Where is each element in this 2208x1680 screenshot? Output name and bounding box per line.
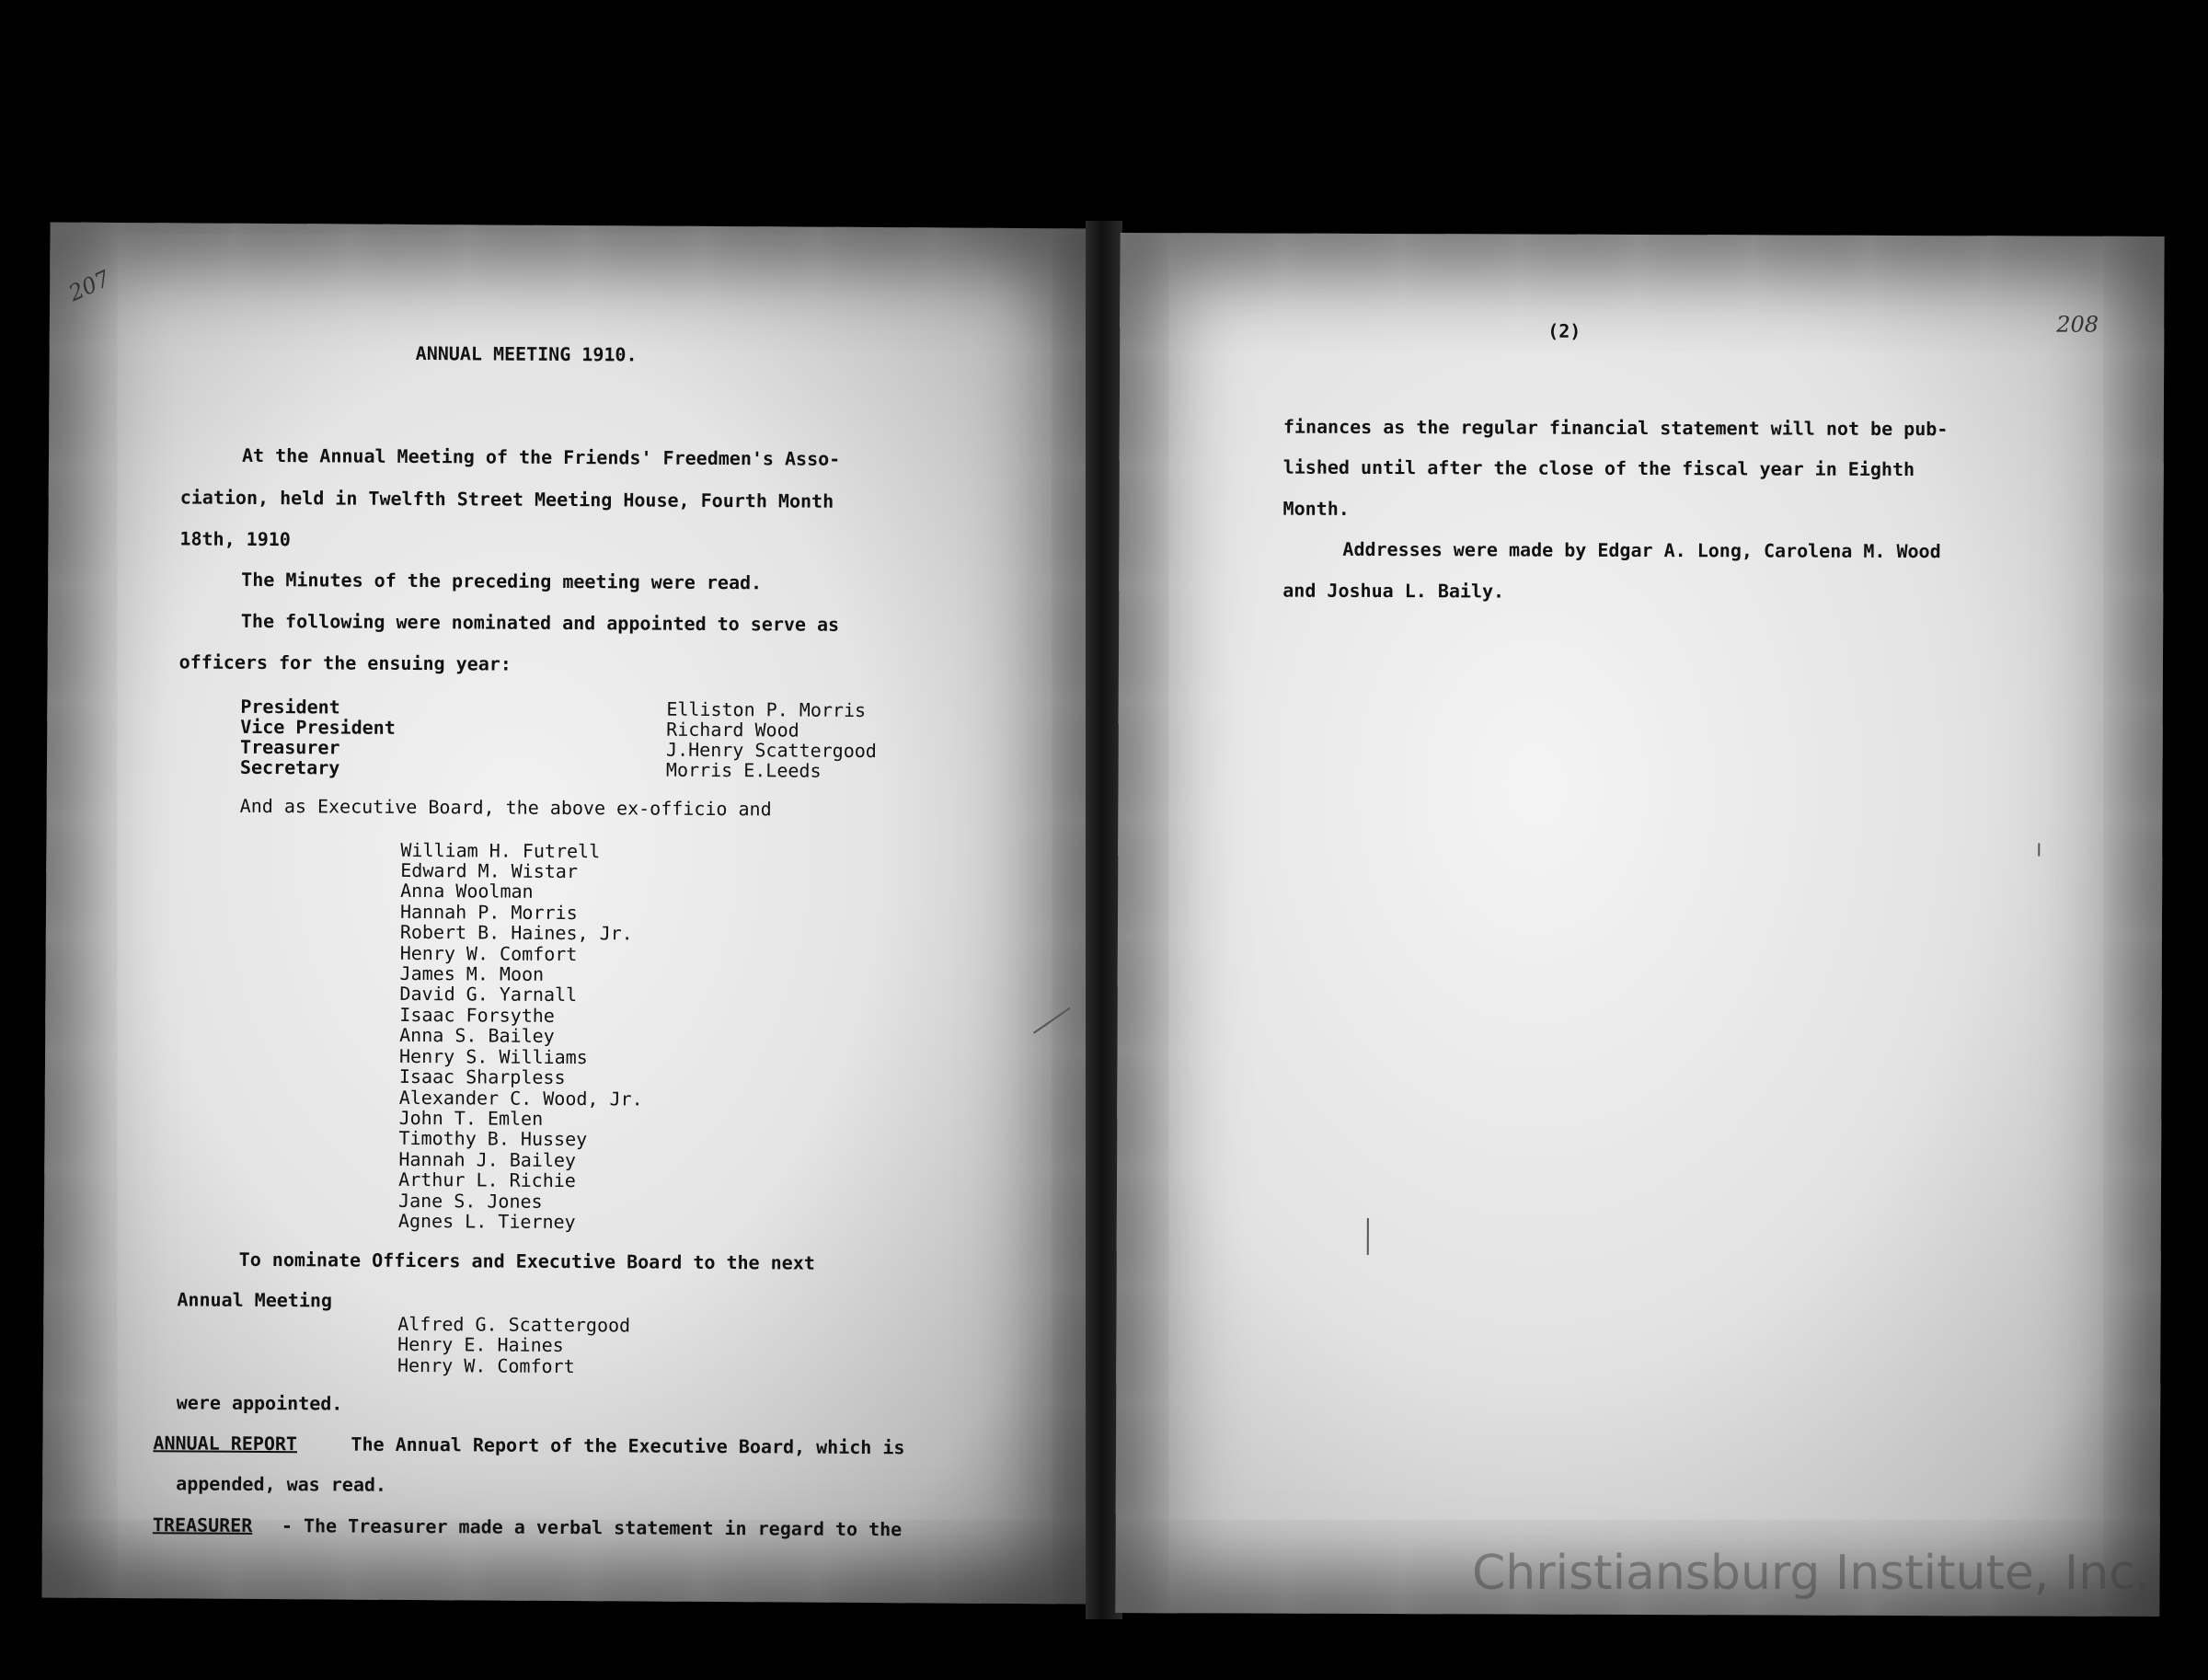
annual-report-heading: ANNUAL REPORT (153, 1432, 298, 1456)
paragraph-line: Month. (1282, 497, 1350, 520)
board-member: Isaac Sharpless (398, 1064, 566, 1088)
officer-role: President (240, 695, 340, 719)
paragraph-line: The Annual Report of the Executive Board, which is (351, 1433, 905, 1459)
watermark: Christiansburg Institute, Inc. (1472, 1546, 2151, 1601)
paragraph-line: The Minutes of the preceding meeting were read. (241, 568, 763, 594)
board-member: Hannah J. Bailey (398, 1147, 577, 1172)
left-page (41, 223, 1094, 1605)
paragraph-line: ciation, held in Twelfth Street Meeting House, Fourth Month (179, 486, 834, 512)
board-member: Henry S. Williams (398, 1044, 588, 1069)
board-member: William H. Futrell (400, 838, 601, 863)
paragraph-line: The following were nominated and appointed to serve as (240, 609, 840, 636)
handwritten-page-number: 208 (2056, 311, 2099, 338)
board-member: Henry W. Comfort (399, 941, 578, 966)
paragraph-line: appended, was read. (176, 1472, 387, 1496)
paragraph-line: lished until after the close of the fiscal year in Eighth (1282, 455, 1915, 481)
board-member: Jane S. Jones (398, 1189, 543, 1213)
stray-mark (2038, 844, 2040, 857)
paragraph-line: and Joshua L. Baily. (1282, 579, 1505, 603)
officer-name: Elliston P. Morris (666, 697, 867, 721)
board-member: Edward M. Wistar (400, 858, 579, 883)
officer-role: Vice President (240, 715, 396, 739)
paragraph-line: To nominate Officers and Executive Board to the next (238, 1248, 815, 1274)
page-number: (2) (1547, 319, 1581, 342)
board-member: John T. Emlen (398, 1106, 544, 1130)
stray-mark (1367, 1218, 1369, 1255)
stray-mark (1033, 1007, 1071, 1034)
paragraph-line: Addresses were made by Edgar A. Long, Carolena M. Wood (1342, 537, 1941, 563)
board-member: Arthur L. Richie (398, 1168, 576, 1192)
paragraph-line: - The Treasurer made a verbal statement in regard to the (281, 1514, 903, 1541)
board-member: Hannah P. Morris (399, 900, 578, 925)
paragraph-line: And as Executive Board, the above ex-officio and (239, 794, 772, 821)
paragraph-line: officers for the ensuing year: (178, 650, 512, 675)
officer-name: Morris E.Leeds (665, 758, 822, 782)
board-member: Timothy B. Hussey (398, 1126, 588, 1151)
meeting-title: ANNUAL MEETING 1910. (415, 341, 638, 366)
paragraph-line: finances as the regular financial statement will not be pub- (1282, 415, 1949, 441)
officer-role: Treasurer (240, 735, 340, 759)
board-member: Robert B. Haines, Jr. (399, 920, 633, 945)
officer-role: Secretary (239, 755, 340, 779)
paragraph-line: At the Annual Meeting of the Friends' Freedmen's Asso- (241, 443, 841, 470)
committee-member: Henry E. Haines (397, 1332, 564, 1356)
handwritten-page-number: 207 (64, 265, 114, 307)
board-member: Anna S. Bailey (399, 1023, 555, 1047)
board-member: Alexander C. Wood, Jr. (398, 1086, 643, 1110)
right-page (1115, 233, 2164, 1617)
board-member: David G. Yarnall (399, 982, 578, 1007)
board-member: Agnes L. Tierney (397, 1209, 576, 1234)
board-member: Isaac Forsythe (399, 1003, 555, 1027)
board-member: James M. Moon (399, 961, 545, 985)
paragraph-line: were appointed. (176, 1391, 343, 1415)
committee-member: Henry W. Comfort (397, 1353, 575, 1378)
board-member: Anna Woolman (400, 879, 534, 903)
committee-member: Alfred G. Scattergood (397, 1312, 631, 1337)
treasurer-heading: TREASURER (152, 1513, 253, 1536)
officer-name: J.Henry Scattergood (666, 738, 877, 763)
paragraph-line: Annual Meeting (177, 1288, 333, 1312)
officer-name: Richard Wood (666, 718, 799, 742)
paragraph-line: 18th, 1910 (179, 527, 291, 551)
